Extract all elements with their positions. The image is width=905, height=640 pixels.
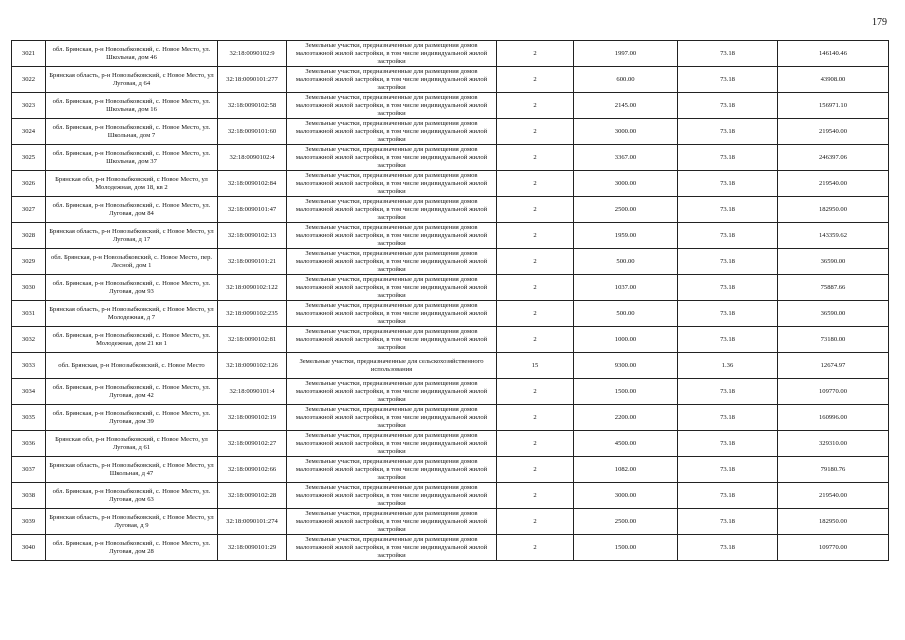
table-row (12, 223, 889, 249)
cadastral-value-cell: 219540.00 (778, 171, 889, 197)
row-number-cell: 3025 (12, 145, 46, 171)
row-number-cell: 3031 (12, 301, 46, 327)
cadastral-value-cell: 143359.62 (778, 223, 889, 249)
row-number-cell: 3024 (12, 119, 46, 145)
rate-cell: 73.18 (678, 483, 778, 509)
cadastral-value-cell: 156971.10 (778, 93, 889, 119)
rate-cell: 73.18 (678, 197, 778, 223)
row-number-cell: 3033 (12, 353, 46, 379)
row-number-cell: 3028 (12, 223, 46, 249)
category-cell: 2 (497, 431, 574, 457)
rate-cell: 73.18 (678, 301, 778, 327)
row-number-cell: 3039 (12, 509, 46, 535)
rate-cell: 73.18 (678, 249, 778, 275)
cadastral-number-cell: 32:18:0090102:19 (218, 405, 287, 431)
cadastral-number-cell: 32:18:0090102:66 (218, 457, 287, 483)
land-use-cell: Земельные участки, предназначенные для размещения домов малоэтажной жилой застройки, в том числе индивидуальной жилой застройки (287, 431, 497, 457)
land-use-cell: Земельные участки, предназначенные для размещения домов малоэтажной жилой застройки, в том числе индивидуальной жилой застройки (287, 171, 497, 197)
table-row (12, 483, 889, 509)
category-cell: 2 (497, 197, 574, 223)
row-number-cell: 3021 (12, 41, 46, 67)
land-use-cell: Земельные участки, предназначенные для размещения домов малоэтажной жилой застройки, в том числе индивидуальной жилой застройки (287, 483, 497, 509)
address-cell: Брянская область, р-н Новозыбковский, с Новое Место, ул Луговая, д 9 (46, 509, 218, 535)
cadastral-number-cell: 32:18:0090101:277 (218, 67, 287, 93)
cadastral-value-cell: 36590.00 (778, 249, 889, 275)
row-number-cell: 3035 (12, 405, 46, 431)
address-cell: Брянская область, р-н Новозыбковский, с Новое Место, ул Молодежная, д 7 (46, 301, 218, 327)
row-number-cell: 3027 (12, 197, 46, 223)
rate-cell: 73.18 (678, 223, 778, 249)
land-use-cell: Земельные участки, предназначенные для размещения домов малоэтажной жилой застройки, в том числе индивидуальной жилой застройки (287, 41, 497, 67)
cadastral-value-cell: 73180.00 (778, 327, 889, 353)
cadastral-number-cell: 32:18:0090102:122 (218, 275, 287, 301)
cadastral-value-cell: 79180.76 (778, 457, 889, 483)
cadastral-value-cell: 36590.00 (778, 301, 889, 327)
rate-cell: 73.18 (678, 119, 778, 145)
area-cell: 1037.00 (574, 275, 678, 301)
rate-cell: 73.18 (678, 275, 778, 301)
table-body (12, 41, 889, 561)
cadastral-number-cell: 32:18:0090102:58 (218, 93, 287, 119)
area-cell: 3000.00 (574, 119, 678, 145)
cadastral-number-cell: 32:18:0090102:84 (218, 171, 287, 197)
row-number-cell: 3030 (12, 275, 46, 301)
cadastral-value-cell: 109770.00 (778, 535, 889, 561)
address-cell: обл. Брянская, р-н Новозыбковский, с. Новое Место, ул. Луговая, дом 39 (46, 405, 218, 431)
land-use-cell: Земельные участки, предназначенные для размещения домов малоэтажной жилой застройки, в том числе индивидуальной жилой застройки (287, 145, 497, 171)
category-cell: 2 (497, 41, 574, 67)
rate-cell: 73.18 (678, 171, 778, 197)
land-use-cell: Земельные участки, предназначенные для размещения домов малоэтажной жилой застройки, в том числе индивидуальной жилой застройки (287, 457, 497, 483)
table-row (12, 301, 889, 327)
category-cell: 2 (497, 301, 574, 327)
address-cell: обл. Брянская, р-н Новозыбковский, с. Новое Место (46, 353, 218, 379)
category-cell: 2 (497, 119, 574, 145)
row-number-cell: 3026 (12, 171, 46, 197)
cadastral-number-cell: 32:18:0090102:4 (218, 145, 287, 171)
table-row (12, 379, 889, 405)
table-row (12, 509, 889, 535)
land-use-cell: Земельные участки, предназначенные для размещения домов малоэтажной жилой застройки, в том числе индивидуальной жилой застройки (287, 249, 497, 275)
area-cell: 4500.00 (574, 431, 678, 457)
area-cell: 9300.00 (574, 353, 678, 379)
row-number-cell: 3037 (12, 457, 46, 483)
area-cell: 1000.00 (574, 327, 678, 353)
rate-cell: 73.18 (678, 405, 778, 431)
table-row (12, 67, 889, 93)
cadastral-value-cell: 160996.00 (778, 405, 889, 431)
cadastral-number-cell: 32:18:0090101:274 (218, 509, 287, 535)
table-row (12, 275, 889, 301)
table-row (12, 93, 889, 119)
category-cell: 2 (497, 483, 574, 509)
cadastral-number-cell: 32:18:0090101:4 (218, 379, 287, 405)
address-cell: обл. Брянская, р-н Новозыбковский, с. Новое Место, ул. Молодежная, дом 21 кв 1 (46, 327, 218, 353)
row-number-cell: 3032 (12, 327, 46, 353)
land-use-cell: Земельные участки, предназначенные для размещения домов малоэтажной жилой застройки, в том числе индивидуальной жилой застройки (287, 379, 497, 405)
cadastral-value-cell: 12674.97 (778, 353, 889, 379)
address-cell: Брянская область, р-н Новозыбковский, с Новое Место, ул Школьная, д 47 (46, 457, 218, 483)
area-cell: 3000.00 (574, 171, 678, 197)
row-number-cell: 3040 (12, 535, 46, 561)
address-cell: обл. Брянская, р-н Новозыбковский, с. Новое Место, ул. Луговая, дом 28 (46, 535, 218, 561)
category-cell: 2 (497, 145, 574, 171)
rate-cell: 73.18 (678, 431, 778, 457)
cadastral-number-cell: 32:18:0090102:13 (218, 223, 287, 249)
area-cell: 2500.00 (574, 197, 678, 223)
category-cell: 2 (497, 535, 574, 561)
row-number-cell: 3038 (12, 483, 46, 509)
cadastral-value-cell: 246397.06 (778, 145, 889, 171)
table-row (12, 327, 889, 353)
category-cell: 2 (497, 457, 574, 483)
land-use-cell: Земельные участки, предназначенные для размещения домов малоэтажной жилой застройки, в том числе индивидуальной жилой застройки (287, 223, 497, 249)
rate-cell: 73.18 (678, 379, 778, 405)
cadastral-number-cell: 32:18:0090102:235 (218, 301, 287, 327)
cadastral-number-cell: 32:18:0090102:9 (218, 41, 287, 67)
cadastral-number-cell: 32:18:0090101:47 (218, 197, 287, 223)
row-number-cell: 3023 (12, 93, 46, 119)
area-cell: 3367.00 (574, 145, 678, 171)
rate-cell: 73.18 (678, 457, 778, 483)
row-number-cell: 3034 (12, 379, 46, 405)
area-cell: 1082.00 (574, 457, 678, 483)
address-cell: Брянская обл, р-н Новозыбковский, с Новое Место, ул Луговая, д 61 (46, 431, 218, 457)
land-use-cell: Земельные участки, предназначенные для размещения домов малоэтажной жилой застройки, в том числе индивидуальной жилой застройки (287, 327, 497, 353)
category-cell: 2 (497, 67, 574, 93)
address-cell: обл. Брянская, р-н Новозыбковский, с. Новое Место, ул. Луговая, дом 84 (46, 197, 218, 223)
table-row (12, 431, 889, 457)
address-cell: Брянская область, р-н Новозыбковский, с Новое Место, ул Луговая, д 64 (46, 67, 218, 93)
address-cell: Брянская область, р-н Новозыбковский, с Новое Место, ул Луговая, д 17 (46, 223, 218, 249)
area-cell: 2500.00 (574, 509, 678, 535)
land-use-cell: Земельные участки, предназначенные для размещения домов малоэтажной жилой застройки, в том числе индивидуальной жилой застройки (287, 93, 497, 119)
cadastral-number-cell: 32:18:0090101:29 (218, 535, 287, 561)
cadastral-number-cell: 32:18:0090102:81 (218, 327, 287, 353)
rate-cell: 1.36 (678, 353, 778, 379)
category-cell: 2 (497, 275, 574, 301)
rate-cell: 73.18 (678, 41, 778, 67)
table-row (12, 145, 889, 171)
cadastral-number-cell: 32:18:0090101:21 (218, 249, 287, 275)
category-cell: 15 (497, 353, 574, 379)
land-use-cell: Земельные участки, предназначенные для размещения домов малоэтажной жилой застройки, в том числе индивидуальной жилой застройки (287, 67, 497, 93)
category-cell: 2 (497, 249, 574, 275)
area-cell: 3000.00 (574, 483, 678, 509)
rate-cell: 73.18 (678, 145, 778, 171)
land-use-cell: Земельные участки, предназначенные для размещения домов малоэтажной жилой застройки, в том числе индивидуальной жилой застройки (287, 301, 497, 327)
address-cell: обл. Брянская, р-н Новозыбковский, с. Новое Место, ул. Луговая, дом 63 (46, 483, 218, 509)
page-number: 179 (872, 17, 887, 28)
table-row (12, 41, 889, 67)
area-cell: 2200.00 (574, 405, 678, 431)
table-row (12, 353, 889, 379)
area-cell: 1500.00 (574, 535, 678, 561)
area-cell: 1500.00 (574, 379, 678, 405)
table-row (12, 535, 889, 561)
cadastral-number-cell: 32:18:0090102:27 (218, 431, 287, 457)
cadastral-number-cell: 32:18:0090101:60 (218, 119, 287, 145)
table-row (12, 197, 889, 223)
land-use-cell: Земельные участки, предназначенные для размещения домов малоэтажной жилой застройки, в том числе индивидуальной жилой застройки (287, 275, 497, 301)
category-cell: 2 (497, 379, 574, 405)
address-cell: обл. Брянская, р-н Новозыбковский, с. Новое Место, ул. Школьная, дом 7 (46, 119, 218, 145)
address-cell: обл. Брянская, р-н Новозыбковский, с. Новое Место, ул. Школьная, дом 37 (46, 145, 218, 171)
row-number-cell: 3022 (12, 67, 46, 93)
rate-cell: 73.18 (678, 327, 778, 353)
category-cell: 2 (497, 93, 574, 119)
cadastral-value-cell: 219540.00 (778, 483, 889, 509)
rate-cell: 73.18 (678, 93, 778, 119)
category-cell: 2 (497, 171, 574, 197)
table-row (12, 405, 889, 431)
cadastral-value-cell: 109770.00 (778, 379, 889, 405)
rate-cell: 73.18 (678, 509, 778, 535)
cadastral-value-cell: 146140.46 (778, 41, 889, 67)
cadastral-value-cell: 182950.00 (778, 509, 889, 535)
area-cell: 2145.00 (574, 93, 678, 119)
area-cell: 600.00 (574, 67, 678, 93)
address-cell: обл. Брянская, р-н Новозыбковский, с. Новое Место, ул. Школьная, дом 16 (46, 93, 218, 119)
land-use-cell: Земельные участки, предназначенные для размещения домов малоэтажной жилой застройки, в том числе индивидуальной жилой застройки (287, 509, 497, 535)
area-cell: 1997.00 (574, 41, 678, 67)
address-cell: обл. Брянская, р-н Новозыбковский, с. Новое Место, пер. Лесной, дом 1 (46, 249, 218, 275)
cadastral-value-cell: 182950.00 (778, 197, 889, 223)
row-number-cell: 3029 (12, 249, 46, 275)
land-use-cell: Земельные участки, предназначенные для размещения домов малоэтажной жилой застройки, в том числе индивидуальной жилой застройки (287, 535, 497, 561)
address-cell: обл. Брянская, р-н Новозыбковский, с. Новое Место, ул. Школьная, дом 46 (46, 41, 218, 67)
cadastral-value-cell: 329310.00 (778, 431, 889, 457)
category-cell: 2 (497, 509, 574, 535)
table-row (12, 171, 889, 197)
area-cell: 500.00 (574, 301, 678, 327)
table-row (12, 119, 889, 145)
land-registry-table (11, 40, 889, 561)
category-cell: 2 (497, 223, 574, 249)
cadastral-value-cell: 219540.00 (778, 119, 889, 145)
table-row (12, 249, 889, 275)
category-cell: 2 (497, 327, 574, 353)
rate-cell: 73.18 (678, 535, 778, 561)
cadastral-number-cell: 32:18:0090102:28 (218, 483, 287, 509)
area-cell: 1959.00 (574, 223, 678, 249)
address-cell: обл. Брянская, р-н Новозыбковский, с. Новое Место, ул. Луговая, дом 42 (46, 379, 218, 405)
cadastral-value-cell: 43908.00 (778, 67, 889, 93)
area-cell: 500.00 (574, 249, 678, 275)
table-row (12, 457, 889, 483)
cadastral-number-cell: 32:18:0090102:126 (218, 353, 287, 379)
category-cell: 2 (497, 405, 574, 431)
rate-cell: 73.18 (678, 67, 778, 93)
address-cell: Брянская обл, р-н Новозыбковский, с Новое Место, ул Молодежная, дом 18, кв 2 (46, 171, 218, 197)
cadastral-value-cell: 75887.66 (778, 275, 889, 301)
address-cell: обл. Брянская, р-н Новозыбковский, с. Новое Место, ул. Луговая, дом 93 (46, 275, 218, 301)
land-use-cell: Земельные участки, предназначенные для размещения домов малоэтажной жилой застройки, в том числе индивидуальной жилой застройки (287, 197, 497, 223)
land-use-cell: Земельные участки, предназначенные для размещения домов малоэтажной жилой застройки, в том числе индивидуальной жилой застройки (287, 405, 497, 431)
land-use-cell: Земельные участки, предназначенные для сельскохозяйственного использования (287, 353, 497, 379)
row-number-cell: 3036 (12, 431, 46, 457)
land-use-cell: Земельные участки, предназначенные для размещения домов малоэтажной жилой застройки, в том числе индивидуальной жилой застройки (287, 119, 497, 145)
